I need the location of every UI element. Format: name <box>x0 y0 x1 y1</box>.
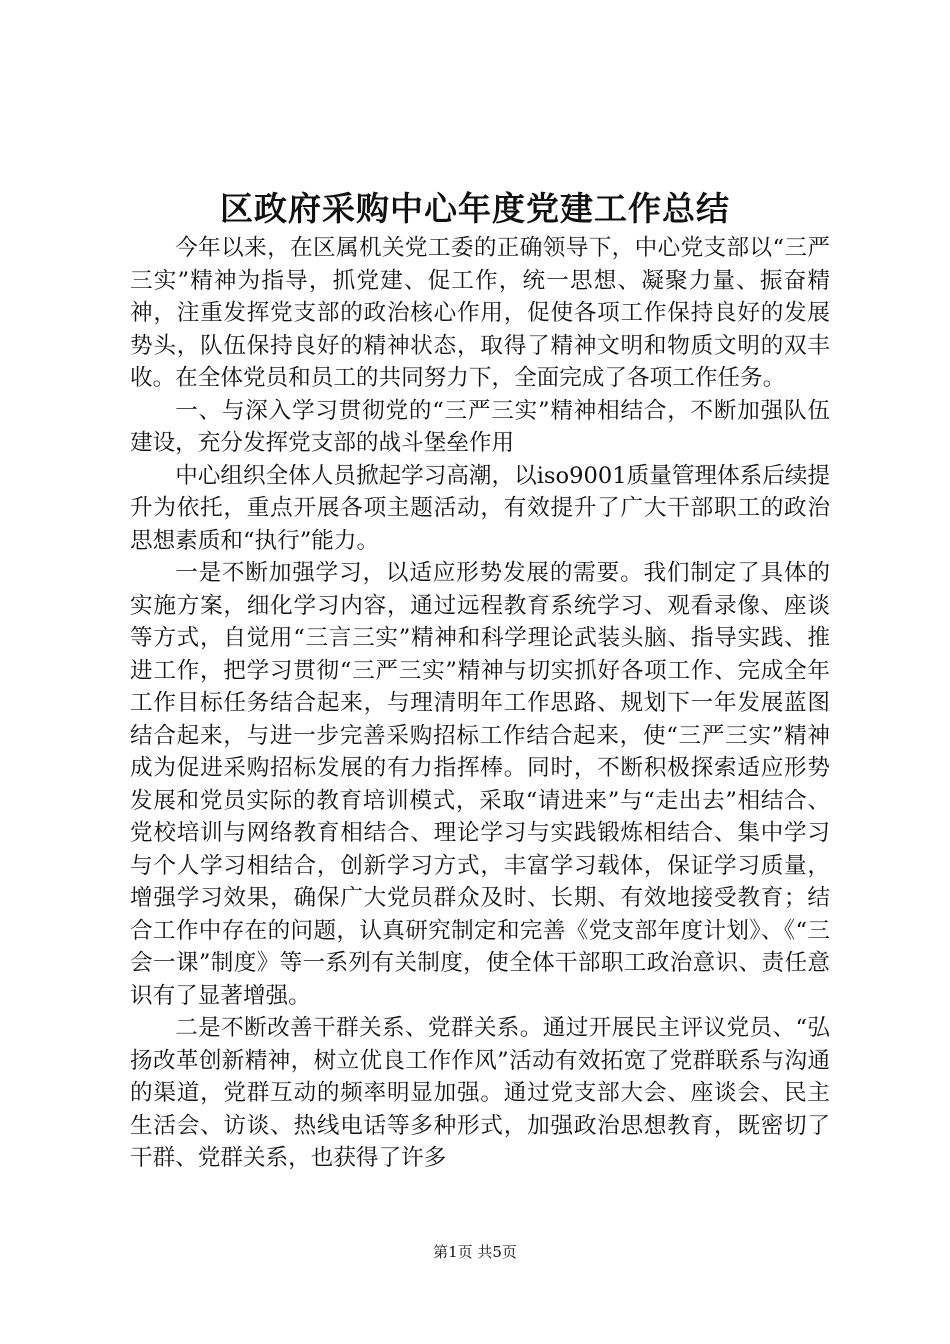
document-body <box>130 232 830 1175</box>
paragraph-section-heading-1: 一、与深入学习贯彻党的“三严三实”精神相结合，不断加强队伍建设，充分发挥党支部的战斗堡垒作用 <box>130 397 830 456</box>
page-number-footer: 第1页 共5页 <box>433 1243 517 1261</box>
paragraph-section-1-intro: 中心组织全体人员掀起学习高潮，以iso9001质量管理体系后续提升为依托，重点开展各项主题活动，有效提升了广大干部职工的政治思想素质和“执行”能力。 <box>130 462 830 554</box>
paragraph-point-1: 一是不断加强学习，以适应形势发展的需要。我们制定了具体的实施方案，细化学习内容，通过远程教育系统学习、观看录像、座谈等方式，自觉用“三言三实”精神和科学理论武装头脑、指导实践、推进工作，把学习贯彻“三严三实”精神与切实抓好各项工作、完成全年工作目标任务结合起来，与理清明年工作思路、规划下一年发展蓝图结合起来，与进一步完善采购招标工作结合起来，使“三严三实”精神成为促进采购招标发展的有力指挥棒。同时，不断积极探索适应形势发展和党员实际的教育培训模式，采取“请进来”与“走出去”相结合、党校培训与网络教育相结合、理论学习与实践锻炼相结合、集中学习与个人学习相结合，创新学习方式，丰富学习载体，保证学习质量，增强学习效果，确保广大党员群众及时、长期、有效地接受教育；结合工作中存在的问题，认真研究制定和完善《党支部年度计划》、《“三会一课”制度》等一系列有关制度，使全体干部职工政治意识、责任意识有了显著增强。 <box>130 560 830 1009</box>
paragraph-intro: 今年以来，在区属机关党工委的正确领导下，中心党支部以“三严三实”精神为指导，抓党建、促工作，统一思想、凝聚力量、振奋精神，注重发挥党支部的政治核心作用，促使各项工作保持良好的发展势头，队伍保持良好的精神状态，取得了精神文明和物质文明的双丰收。在全体党员和员工的共同努力下，全面完成了各项工作任务。 <box>130 235 830 391</box>
paragraph-point-2: 二是不断改善干群关系、党群关系。通过开展民主评议党员、“弘扬改革创新精神，树立优良工作作风”活动有效拓宽了党群联系与沟通的渠道，党群互动的频率明显加强。通过党支部大会、座谈会、民主生活会、访谈、热线电话等多种形式，加强政治思想教育，既密切了干群、党群关系，也获得了许多 <box>130 1015 830 1171</box>
document-title: 区政府采购中心年度党建工作总结 <box>220 189 730 228</box>
